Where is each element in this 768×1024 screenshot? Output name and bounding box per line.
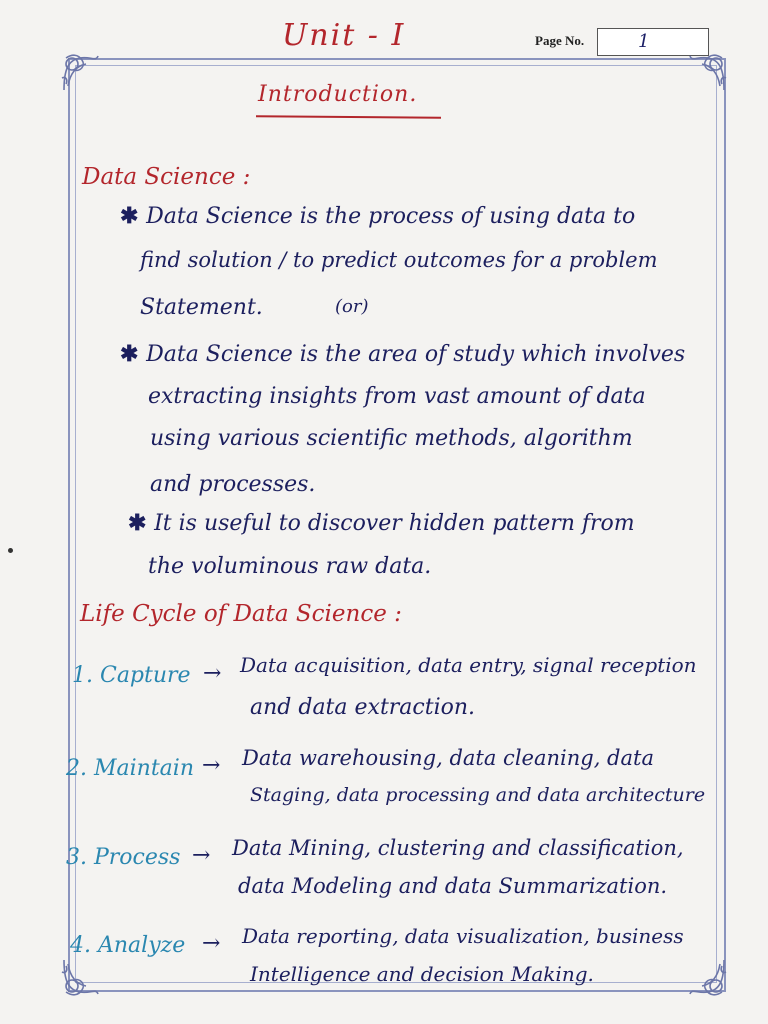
step-3-label: 3. Process xyxy=(66,845,181,870)
bullet-2-line-4: and processes. xyxy=(150,472,316,497)
bullet-1-line-3: Statement. xyxy=(140,295,263,320)
step-4-label: 4. Analyze xyxy=(70,933,186,958)
bullet-2-line-1: ✱ Data Science is the area of study which involves xyxy=(120,341,686,367)
page-number-value: 1 xyxy=(638,31,650,52)
section-title: Introduction. xyxy=(258,82,418,107)
data-science-heading: Data Science : xyxy=(82,164,251,190)
bullet-star-icon: ✱ xyxy=(120,341,147,367)
corner-ornament-icon xyxy=(58,954,104,1000)
bullet-1-line-2: find solution / to predict outcomes for a problem xyxy=(140,248,658,272)
corner-ornament-icon xyxy=(684,954,730,1000)
bullet-3-line-2: the voluminous raw data. xyxy=(148,554,432,579)
step-2-arrow: → xyxy=(202,753,221,778)
step-4-line-1: Data reporting, data visualization, business xyxy=(242,924,684,948)
bullet-star-icon: ✱ xyxy=(128,510,155,536)
step-3-line-2: data Modeling and data Summarization. xyxy=(238,874,668,898)
step-4-line-2: Intelligence and decision Making. xyxy=(250,962,594,986)
bullet-3-line-1: ✱ It is useful to discover hidden pattern from xyxy=(128,510,635,536)
bullet-1-line-1: ✱ Data Science is the process of using data to xyxy=(120,203,636,229)
corner-ornament-icon xyxy=(58,50,104,96)
unit-title: Unit - I xyxy=(282,18,406,53)
bullet-2-line-2: extracting insights from vast amount of data xyxy=(148,384,646,409)
step-1-label: 1. Capture xyxy=(72,663,191,688)
step-1-arrow: → xyxy=(203,661,222,686)
step-1-line-1: Data acquisition, data entry, signal reception xyxy=(240,653,697,677)
step-1-line-2: and data extraction. xyxy=(250,695,476,720)
corner-ornament-icon xyxy=(684,50,730,96)
bullet-2-line-3: using various scientific methods, algorithm xyxy=(150,426,633,451)
step-3-line-1: Data Mining, clustering and classification, xyxy=(232,836,684,860)
page-number-label: Page No. xyxy=(535,33,585,48)
or-note: (or) xyxy=(335,296,369,317)
step-2-label: 2. Maintain xyxy=(66,756,194,781)
ink-dot xyxy=(8,548,13,553)
step-4-arrow: → xyxy=(202,931,221,956)
step-2-line-2: Staging, data processing and data architecture xyxy=(250,784,706,806)
step-3-arrow: → xyxy=(192,843,211,868)
life-cycle-heading: Life Cycle of Data Science : xyxy=(80,601,402,627)
bullet-star-icon: ✱ xyxy=(120,203,147,229)
step-2-line-1: Data warehousing, data cleaning, data xyxy=(242,746,654,770)
